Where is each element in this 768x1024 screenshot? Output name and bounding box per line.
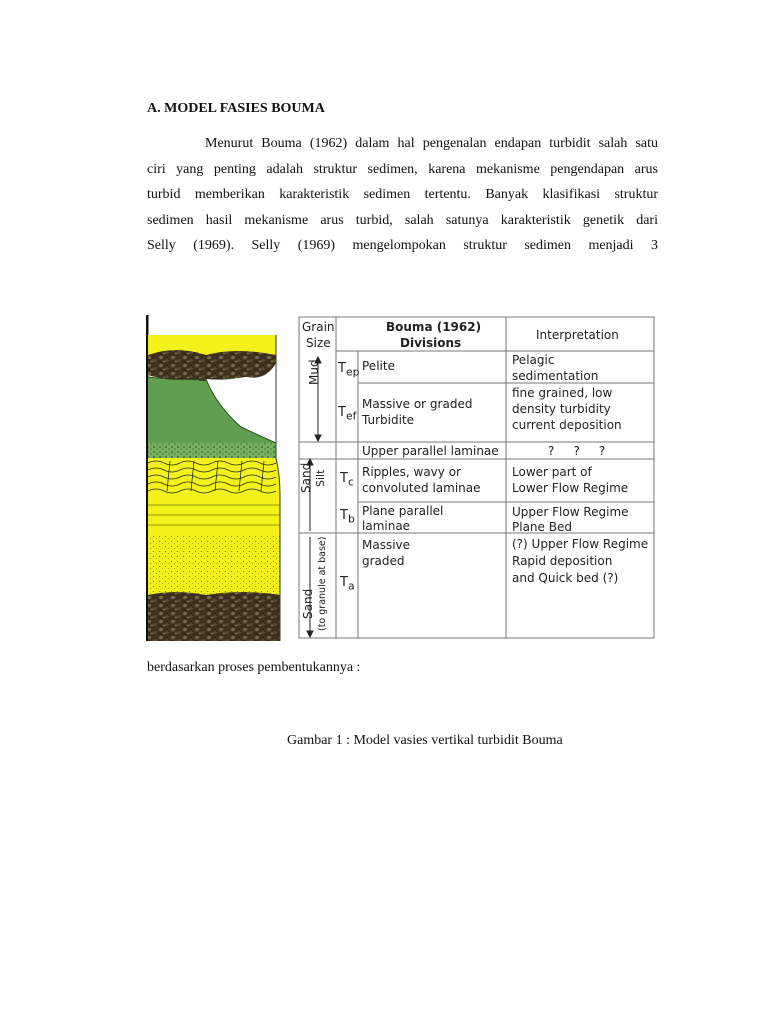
interpretation-text: Pelagic bbox=[512, 353, 555, 367]
paragraph-line: ciri yang penting adalah struktur sedimen, karena mekanisme pengendapan arus bbox=[147, 161, 658, 177]
interpretation-text: current deposition bbox=[512, 418, 622, 432]
division-code: $T_{ef}$ bbox=[338, 405, 357, 423]
paragraph-line: turbid memberikan karakteristik sedimen tertentu. Banyak klasifikasi struktur bbox=[147, 187, 658, 202]
interpretation-text: Upper Flow Regime bbox=[512, 505, 629, 519]
interpretation-text: and Quick bed (?) bbox=[512, 571, 619, 585]
interpretation-header: Interpretation bbox=[536, 328, 619, 342]
interpretation-text: Plane Bed bbox=[512, 520, 572, 534]
interpretation-text: Lower part of bbox=[512, 465, 592, 479]
interpretation-text: (?) Upper Flow Regime bbox=[512, 537, 649, 551]
division-name: Upper parallel laminae bbox=[362, 444, 499, 458]
grain-label-note: (to granule at base) bbox=[317, 536, 328, 631]
grain-label-silt: Silt bbox=[314, 469, 327, 487]
division-name: Massive bbox=[362, 538, 411, 552]
division-code: $T_c$ bbox=[340, 471, 354, 489]
grain-size-header: Grain bbox=[302, 320, 335, 334]
paragraph-line: sedimen hasil mekanisme arus turbid, salah satunya karakteristik genetik dari bbox=[147, 212, 658, 228]
division-name: Plane parallel bbox=[362, 504, 444, 518]
division-name: Turbidite bbox=[362, 413, 415, 427]
paragraph-line: Menurut Bouma (1962) dalam hal pengenalan endapan turbidit salah satu bbox=[205, 136, 658, 151]
section-heading: A. MODEL FASIES BOUMA bbox=[147, 101, 325, 116]
division-name: Pelite bbox=[362, 359, 395, 373]
interpretation-text: sedimentation bbox=[512, 369, 599, 383]
continuation-text: berdasarkan proses pembentukannya : bbox=[147, 660, 361, 675]
interpretation-text: density turbidity bbox=[512, 402, 611, 416]
division-name: convoluted laminae bbox=[362, 481, 481, 495]
paragraph-line: Selly (1969). Selly (1969) mengelompokan struktur sedimen menjadi 3 bbox=[147, 238, 658, 253]
division-code: $T_a$ bbox=[340, 575, 355, 593]
figure-caption: Gambar 1 : Model vasies vertikal turbidit Bouma bbox=[287, 733, 563, 748]
interpretation-text: Rapid deposition bbox=[512, 554, 613, 568]
grain-size-header: Size bbox=[306, 336, 331, 350]
body-paragraph bbox=[147, 131, 658, 259]
division-name: laminae bbox=[362, 519, 411, 533]
interpretation-text: fine grained, low bbox=[512, 386, 613, 400]
division-code: $T_{ep}$ bbox=[338, 361, 360, 379]
divisions-header: Divisions bbox=[400, 336, 462, 350]
division-name: graded bbox=[362, 554, 405, 568]
divisions-header: Bouma (1962) bbox=[386, 320, 482, 334]
division-code: $T_b$ bbox=[340, 508, 355, 526]
division-name: Massive or graded bbox=[362, 397, 473, 411]
interpretation-text: ? ? ? bbox=[548, 444, 606, 458]
grain-label-mud: Mud bbox=[307, 359, 321, 385]
interpretation-text: Lower Flow Regime bbox=[512, 481, 629, 495]
grain-label-sand: Sand bbox=[299, 462, 313, 493]
bouma-sequence-figure bbox=[146, 315, 656, 641]
grain-label-sand: Sand bbox=[301, 588, 315, 619]
division-name: Ripples, wavy or bbox=[362, 465, 461, 479]
